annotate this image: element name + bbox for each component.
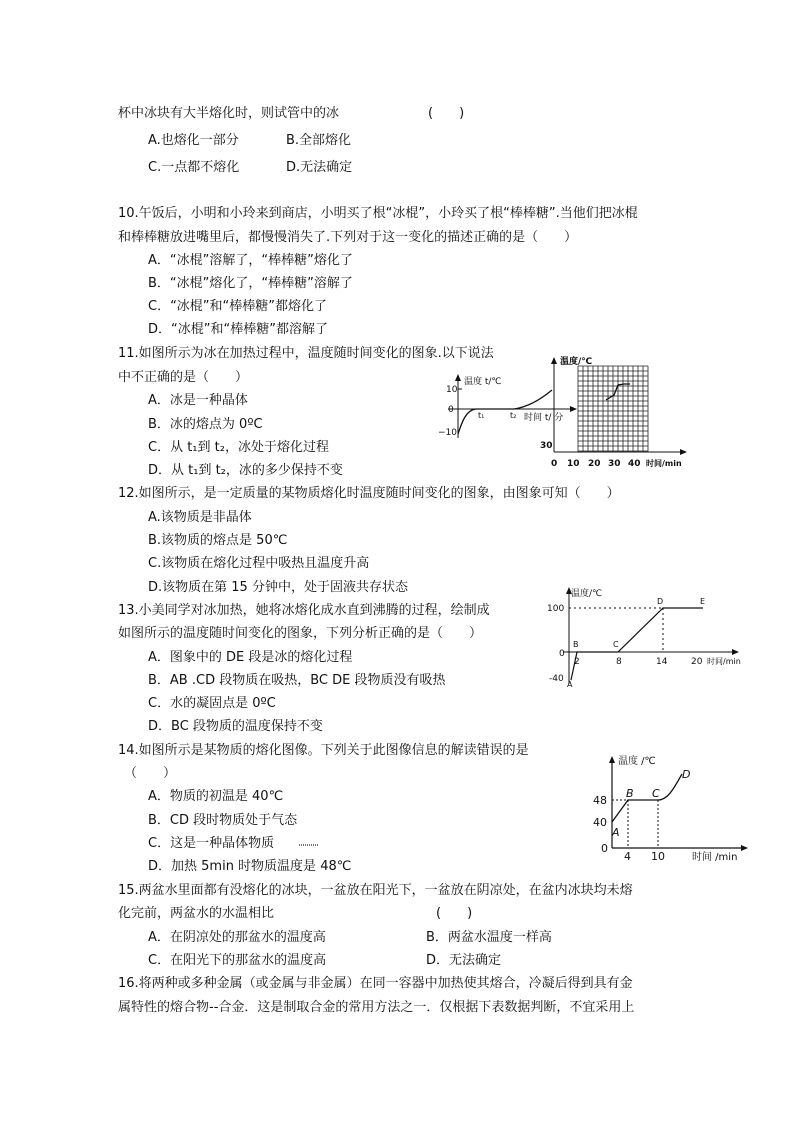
point-e-label: E: [700, 597, 706, 606]
x-axis-arrow: [680, 449, 687, 455]
point-c-label: C: [652, 787, 660, 800]
y-tick-30: 30: [540, 441, 553, 451]
point-b-label: B: [573, 640, 579, 649]
q15-line1: 15.两盆水里面都有没熔化的冰块，一盆放在阳光下，一盆放在阴凉处，在盆内冰块均未熔: [118, 883, 633, 898]
x-tick-30: 30: [608, 459, 621, 469]
q13-option-b: B．AB .CD 段物质在吸热，BC DE 段物质没有吸热: [148, 673, 446, 688]
x-tick-20: 20: [691, 657, 703, 667]
x-tick-2: 2: [574, 657, 580, 667]
grid-temperature-graph: [538, 352, 688, 472]
q15-option-a: A．在阴凉处的那盆水的温度高: [148, 930, 326, 945]
point-a-label: A: [567, 680, 573, 688]
q11-line1: 11.如图所示为冰在加热过程中，温度随时间变化的图象.以下说法: [118, 346, 494, 361]
x-tick-8: 8: [616, 657, 622, 667]
q14-melting-graph: [590, 752, 750, 864]
q10-line2: 和棒棒糖放进嘴里后，都慢慢消失了.下列对于这一变化的描述正确的是（ ）: [118, 230, 578, 245]
q13-line1: 13.小美同学对冰加热，她将冰熔化成水直到沸腾的过程，绘制成: [118, 603, 490, 618]
x-tick-4: 4: [624, 850, 631, 863]
x-tick-20: 20: [588, 459, 601, 469]
x-axis-label: 时间 /min: [692, 852, 738, 863]
x-axis-arrow: [741, 845, 748, 851]
q12-option-c: C.该物质在熔化过程中吸热且温度升高: [148, 556, 370, 571]
q14-line1: 14.如图所示是某物质的熔化图像。下列关于此图像信息的解读错误的是: [118, 743, 529, 758]
q12-option-a: A.该物质是非晶体: [148, 510, 252, 525]
point-a-label: A: [612, 826, 620, 839]
q13-line2: 如图所示的温度随时间变化的图象，下列分析正确的是（ ）: [118, 626, 483, 641]
x-tick-0: 0: [551, 459, 558, 469]
x-tick-10: 10: [567, 459, 580, 469]
y-tick-100: 100: [547, 604, 565, 614]
q9-answer-paren: ( ): [428, 106, 465, 121]
x-axis-label: 时间/min: [646, 459, 682, 468]
point-d-label: D: [682, 768, 691, 781]
y-axis-label: 温度/℃: [571, 589, 603, 599]
q14-option-a: A．物质的初温是 40℃: [148, 789, 284, 804]
q11-line2: 中不正确的是（ ）: [118, 370, 249, 385]
q15-option-b: B．两盆水温度一样高: [426, 930, 552, 945]
y-tick-48: 48: [593, 794, 607, 807]
q9-option-d: D.无法确定: [286, 160, 353, 175]
q12-line1: 12.如图所示，是一定质量的某物质熔化时温度随时间变化的图象，由图象可知（ ）: [118, 486, 620, 501]
q15-option-c: C．在阳光下的那盆水的温度高: [148, 953, 327, 968]
q13-heating-graph: [543, 584, 743, 688]
q14-option-c: C．这是一种晶体物质: [148, 836, 275, 851]
y-tick-label-0: 0: [448, 405, 454, 415]
grid-lines: [578, 366, 648, 452]
q10-option-d: D．“冰棍”和“棒棒糖”都溶解了: [148, 322, 328, 337]
t1-label: t₁: [478, 411, 485, 420]
point-d-label: D: [657, 597, 664, 606]
x-tick-40: 40: [628, 459, 641, 469]
y-tick-0: 0: [601, 842, 608, 855]
y-axis-arrow: [551, 357, 557, 364]
q15-line2: 化完前，两盆水的水温相比: [118, 906, 275, 921]
q11-option-d: D．从 t₁到 t₂，冰的多少保持不变: [148, 463, 343, 478]
q10-option-b: B．“冰棍”熔化了，“棒棒糖”溶解了: [148, 276, 353, 291]
q10-line1: 10.午饭后，小明和小玲来到商店，小明买了根“冰棍”，小玲买了根“棒棒糖”.当他们把冰棍: [118, 206, 638, 221]
x-tick-10: 10: [651, 850, 665, 863]
q16-line2: 属特性的熔合物--合金．这是制取合金的常用方法之一．仅根据下表数据判断，不宜采用上: [118, 1000, 635, 1015]
y-axis-arrow: [609, 756, 615, 763]
y-tick-label-minus10: −10: [438, 428, 457, 438]
y-axis-label: 温度/℃: [560, 357, 593, 367]
y-axis-label: 温度 /℃: [618, 756, 656, 767]
q9-option-b: B.全部熔化: [286, 133, 352, 148]
q11-option-b: B．冰的熔点为 0ºC: [148, 417, 263, 432]
q15-answer-paren: ( ): [436, 906, 473, 921]
x-axis-arrow: [732, 649, 739, 655]
point-b-label: B: [626, 787, 634, 800]
x-tick-14: 14: [656, 657, 668, 667]
q12-option-b: B.该物质的熔点是 50℃: [148, 533, 288, 548]
q13-option-c: C．水的凝固点是 0ºC: [148, 696, 276, 711]
q11-option-c: C．从 t₁到 t₂，冰处于熔化过程: [148, 440, 329, 455]
q16-line1: 16.将两种或多种金属（或金属与非金属）在同一容器中加热使其熔合，冷凝后得到具有金: [118, 976, 633, 991]
q13-option-d: D．BC 段物质的温度保持不变: [148, 719, 323, 734]
q9-option-c: C.一点都不熔化: [148, 160, 240, 175]
q14-line2: （ ）: [124, 766, 177, 781]
q11-option-a: A．冰是一种晶体: [148, 393, 248, 408]
small-mark: [298, 841, 320, 847]
q13-option-a: A．图象中的 DE 段是冰的熔化过程: [148, 650, 353, 665]
t2-label: t₂: [510, 411, 517, 420]
y-tick-minus40: -40: [549, 674, 564, 684]
q9-stem: 杯中冰块有大半熔化时，则试管中的冰: [118, 106, 340, 121]
y-tick-40: 40: [593, 816, 607, 829]
y-tick-label-10: 10: [446, 385, 458, 395]
x-axis-label: 时间 t/ 分: [524, 413, 564, 423]
q14-option-d: D．加热 5min 时物质温度是 48℃: [148, 859, 352, 874]
q9-option-a: A.也熔化一部分: [148, 133, 239, 148]
q15-option-d: D．无法确定: [426, 953, 502, 968]
x-axis-label: 时间/min: [707, 657, 741, 666]
y-axis-label: 温度 t/℃: [464, 377, 502, 387]
point-c-label: C: [613, 640, 619, 649]
q10-option-c: C．“冰棍”和“棒棒糖”都熔化了: [148, 299, 328, 314]
y-axis-arrow: [455, 374, 461, 381]
q12-option-d: D.该物质在第 15 分钟中，处于固液共存状态: [148, 580, 408, 595]
q10-option-a: A．“冰棍”溶解了，“棒棒糖”熔化了: [148, 253, 353, 268]
melting-curve: [612, 774, 682, 822]
q14-option-b: B．CD 段时物质处于气态: [148, 813, 298, 828]
temperature-line: [571, 608, 703, 680]
y-tick-0: 0: [559, 649, 565, 659]
